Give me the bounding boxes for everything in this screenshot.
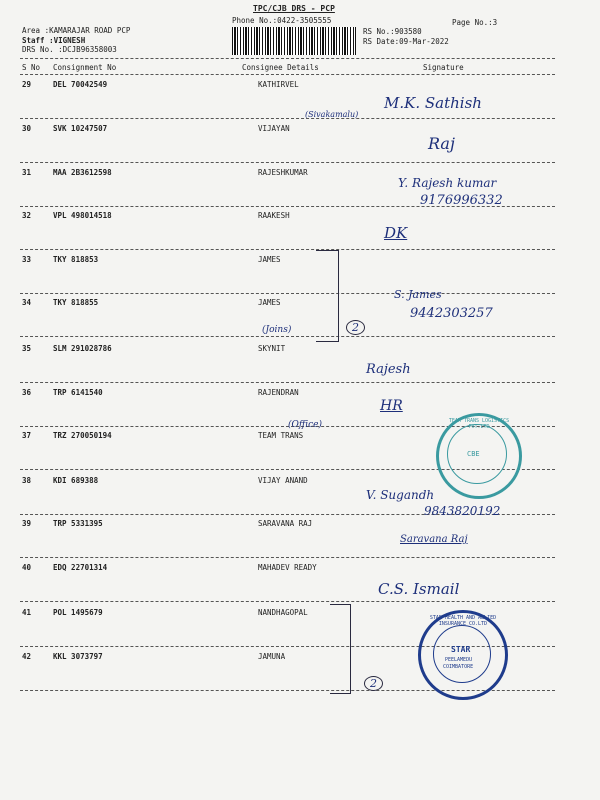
row-serial-number: 39 [22, 519, 32, 528]
document-title: TPC/CJB DRS - PCP [253, 4, 335, 13]
barcode-image [232, 27, 356, 55]
row-consignment-number: EDQ 22701314 [53, 563, 108, 572]
rs-number: RS No.:903580 [363, 27, 422, 36]
row-consignee-name: SKYNIT [258, 344, 286, 353]
note-29: (Sivakamalu) [305, 110, 359, 119]
row-divider [20, 293, 555, 294]
note-34: (Joins) [262, 325, 292, 335]
signature-35: Rajesh [366, 362, 411, 377]
note-37: (Office) [288, 420, 323, 430]
row-divider [20, 249, 555, 250]
row-consignment-number: TKY 818853 [53, 255, 99, 264]
signature-30: Raj [428, 134, 455, 153]
row-consignment-number: KDI 689388 [53, 476, 99, 485]
row-consignee-name: TEAM TRANS [258, 431, 304, 440]
row-divider [20, 118, 555, 119]
row-consignment-number: TRP 6141540 [53, 388, 103, 397]
row-serial-number: 40 [22, 563, 32, 572]
stamp-branch: PEELAMEDU [445, 657, 473, 663]
row-serial-number: 37 [22, 431, 32, 440]
col-sno: S No [22, 63, 41, 72]
header-divider [20, 58, 555, 59]
row-serial-number: 29 [22, 80, 32, 89]
area-label: Area :KAMARAJAR ROAD PCP [22, 26, 131, 35]
row-consignment-number: POL 1495679 [53, 608, 103, 617]
row-serial-number: 36 [22, 388, 32, 397]
row-serial-number: 30 [22, 124, 32, 133]
row-consignee-name: RAJESHKUMAR [258, 168, 308, 177]
phone-31: 9176996332 [420, 193, 503, 208]
row-serial-number: 41 [22, 608, 32, 617]
row-consignment-number: KKL 3073797 [53, 652, 103, 661]
row-consignee-name: JAMES [258, 255, 281, 264]
signature-40: C.S. Ismail [378, 580, 460, 598]
group-bracket [316, 250, 339, 342]
signature-38: V. Sugandh [366, 488, 435, 502]
signature-29: M.K. Sathish [384, 94, 482, 112]
row-divider [20, 382, 555, 383]
row-serial-number: 34 [22, 298, 32, 307]
row-divider [20, 557, 555, 558]
row-consignment-number: MAA 2B3612598 [53, 168, 112, 177]
stamp-inner-ring [433, 625, 491, 683]
row-serial-number: 33 [22, 255, 32, 264]
row-serial-number: 42 [22, 652, 32, 661]
signature-34: S. James [394, 288, 442, 301]
stamp-city: COIMBATORE [443, 664, 474, 670]
row-consignee-name: NANDHAGOPAL [258, 608, 308, 617]
row-consignee-name: SARAVANA RAJ [258, 519, 313, 528]
row-consignee-name: KATHIRVEL [258, 80, 299, 89]
signature-32: DK [384, 224, 408, 242]
signature-31: Y. Rajesh kumar [398, 176, 497, 190]
stamp-company-name: STAR HEALTH AND ALLIED INSURANCE CO.LTD [429, 615, 497, 627]
row-consignee-name: RAJENDRAN [258, 388, 299, 397]
col-consignment: Consignment No [53, 63, 117, 72]
row-consignee-name: JAMES [258, 298, 281, 307]
signature-39: Saravana Raj [400, 534, 468, 545]
col-signature: Signature [423, 63, 464, 72]
star-health-stamp [418, 610, 508, 700]
phone-38: 9843820192 [424, 504, 501, 518]
staff-label: Staff :VIGNESH [22, 36, 86, 45]
team-trans-stamp [436, 413, 522, 499]
drs-number: DRS No. :DCJB96358003 [22, 45, 117, 54]
row-serial-number: 32 [22, 211, 32, 220]
row-consignment-number: VPL 498014518 [53, 211, 112, 220]
stamp-city: CBE [467, 450, 480, 458]
row-consignee-name: MAHADEV READY [258, 563, 317, 572]
row-consignment-number: TRP 5331395 [53, 519, 103, 528]
count-42: 2 [364, 676, 383, 691]
row-serial-number: 31 [22, 168, 32, 177]
rs-date: RS Date:09-Mar-2022 [363, 37, 449, 46]
phone-34: 9442303257 [410, 306, 493, 321]
row-consignment-number: SLM 291028786 [53, 344, 112, 353]
row-divider [20, 601, 555, 602]
row-consignee-name: VIJAY ANAND [258, 476, 308, 485]
group-bracket [330, 604, 351, 694]
page-number: Page No.:3 [452, 18, 498, 27]
row-serial-number: 38 [22, 476, 32, 485]
phone-number: Phone No.:0422-3505555 [232, 16, 332, 25]
row-consignment-number: TRZ 270050194 [53, 431, 112, 440]
row-consignee-name: RAAKESH [258, 211, 290, 220]
signature-36: HR [380, 398, 403, 414]
row-consignee-name: VIJAYAN [258, 124, 290, 133]
stamp-company-name: TEAM TRANS LOGISTICS PVT.LTD [448, 418, 510, 430]
column-divider [20, 74, 555, 75]
row-consignment-number: DEL 70042549 [53, 80, 108, 89]
row-consignment-number: SVK 10247507 [53, 124, 108, 133]
row-consignment-number: TKY 818855 [53, 298, 99, 307]
row-serial-number: 35 [22, 344, 32, 353]
row-consignee-name: JAMUNA [258, 652, 286, 661]
row-divider [20, 162, 555, 163]
col-consignee: Consignee Details [242, 63, 319, 72]
row-divider [20, 336, 555, 337]
count-34: 2 [346, 320, 365, 335]
star-logo: STAR [451, 645, 471, 654]
